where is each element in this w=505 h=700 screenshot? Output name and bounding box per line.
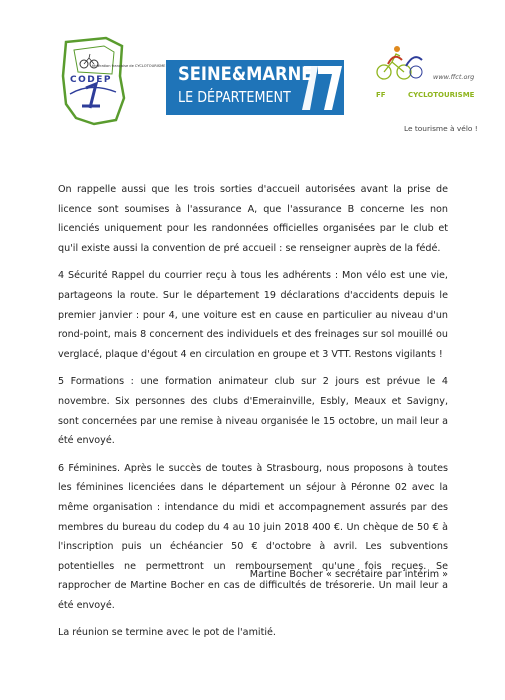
dept-logo-line2: LE DÉPARTEMENT xyxy=(178,88,291,106)
codep-logo-text: CODEP xyxy=(70,75,112,85)
paragraph-women: 6 Féminines. Après le succès de toutes à Strasbourg, nous proposons à toutes les féminines licenciées dans le département un séjour à Péronne 02 avec la même organisation : intendance du midi et accompagnement assurés par des membres du bureau du codep du 4 au 10 juin 2018 400 €. Un chèque de 50 € à l'inscription puis un échéancier 50 € d'octobre à avril. Les subventions potentielles ne permettront un remboursement qu'une fois reçues. Se rapprocher de Martine Bocher en cas de difficultés de trésorerie. Un mail leur a été envoyé. xyxy=(58,462,448,611)
paragraph-closing: La réunion se termine avec le pot de l'amitié. xyxy=(58,627,276,639)
ffct-url: www.ffct.org xyxy=(433,73,475,81)
letter-body xyxy=(58,180,448,651)
letterhead xyxy=(0,0,505,150)
ffct-name: CYCLOTOURISME xyxy=(408,91,475,99)
ffct-ff: FF xyxy=(376,91,386,99)
codep-subtitle: fédération française de CYCLOTOURISME xyxy=(92,64,166,68)
dept-logo-line1: SEINE&MARNE xyxy=(178,63,313,85)
ffct-tagline: Le tourisme à vélo ! xyxy=(404,124,478,133)
paragraph-insurance: On rappelle aussi que les trois sorties d'accueil autorisées avant la prise de licence sont soumises à l'assurance A, que l'assurance B concerne les non licenciés uniquement pour les randonnées officielles organisées par le club et qu'il existe aussi la convention de pré accueil : se renseigner auprès de la fédé. xyxy=(58,184,448,254)
paragraph-training: 5 Formations : une formation animateur club sur 2 jours est prévue le 4 novembre. Six personnes des clubs d'Emerainville, Esbly, Meaux et Savigny, sont concernées par une remise à niveau organisée le 15 octobre, un mail leur a été envoyé. xyxy=(58,376,448,447)
paragraph-security: 4 Sécurité Rappel du courrier reçu à tous les adhérents : Mon vélo est une vie, partageons la route. Sur le département 19 déclarations d'accidents depuis le premier janvier : pour 4, une voiture est en cause en particulier au niveau d'un rond-point, mais 8 concernent des individuels et des freinages sur sol mouillé ou verglacé, plaque d'égout 4 en circulation en groupe et 3 VTT. Restons vigilants ! xyxy=(58,270,448,360)
signature: Martine Bocher « secrétaire par intérim » xyxy=(249,569,448,580)
